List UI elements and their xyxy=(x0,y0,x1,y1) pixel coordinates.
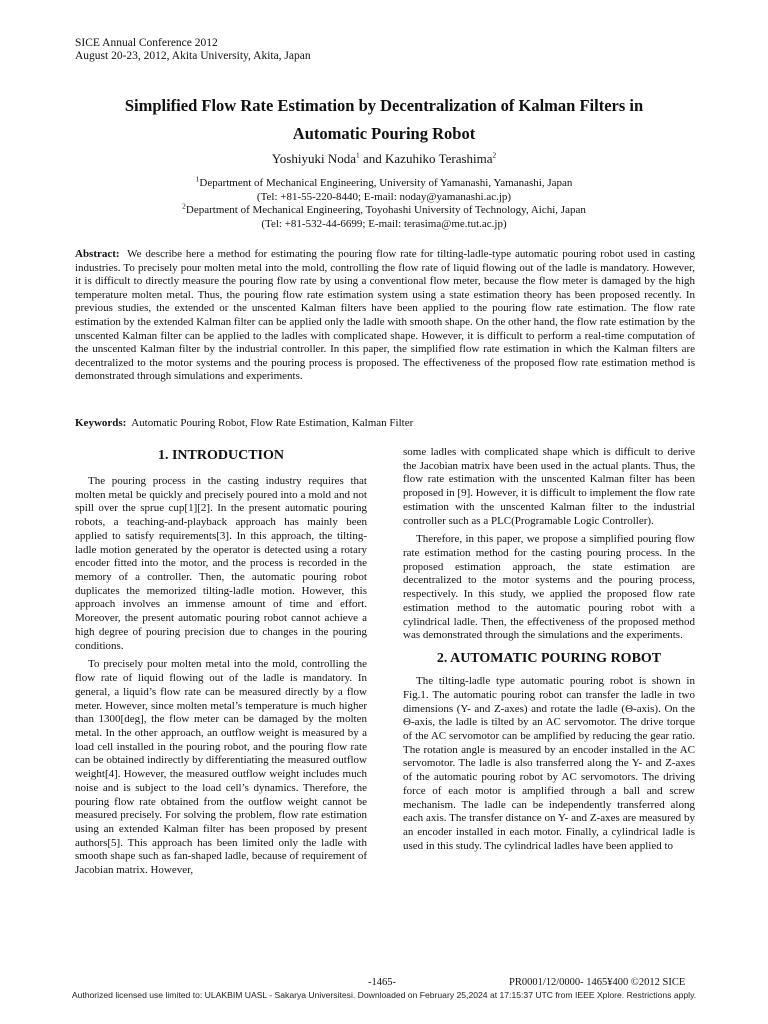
affiliation-1-contact: (Tel: +81-55-220-8440; E-mail: noday@yamanashi.ac.jp) xyxy=(256,190,512,203)
keywords-text: Automatic Pouring Robot, Flow Rate Estimation, Kalman Filter xyxy=(131,417,414,429)
section-1-paragraph: Therefore, in this paper, we propose a simplified pouring flow rate estimation method for the casting pouring process. In the proposed estimation approach, the state estimation are decentralized to the motor systems and the pouring process, respectively. In this study, we applied the proposed flow rate estimation method to the automatic pouring robot with a cylindrical ladle. Then, the effectiveness of the proposed method was demonstrated through the simulations and the experiments. xyxy=(403,533,695,642)
page-number: -1465- xyxy=(368,977,396,988)
affiliation-1-mark: 1 xyxy=(195,174,200,184)
section-1-paragraph: The pouring process in the casting industry requires that molten metal be quickly and precisely poured into a mold and not spill over the sprue cup[1][2]. In the present automatic pouring robots, a teaching-and-playback approach has mainly been applied to satisfy requirements[3]. In this approach, the tilting-ladle motion generated by the operator is detected using a rotary encoder fitted into the motor, and the process is recorded in the memory of a controller. Then, the automatic pouring robot duplicates the memorized tilting-ladle motion. However, this approach involves an immense amount of time and effort. Moreover, the present automatic pouring robot cannot achieve a high degree of pouring precision due to changes in the pouring conditions. xyxy=(75,475,367,652)
affiliation-2-mark: 2 xyxy=(182,201,186,211)
abstract-label: Abstract: xyxy=(75,248,120,260)
abstract-text: We describe here a method for estimating the pouring flow rate for tilting-ladle-type automatic pouring robot used in casting industries. To precisely pour molten metal into the mold, controlling the flow rate of liquid flowing out of the ladle is mandatory. However, it is difficult to directly measure the pouring flow rate by using a conventional flow meter, because the flow meter is damaged by the high temperature molten metal. Thus, the pouring flow rate estimation system using a state estimation theory has been proposed recently. In previous studies, the extended or the unscented Kalman filters have been applied to the pouring flow rate estimation. The flow rate estimation by the extended Kalman filter can be applied only the ladle with smooth shape. On the other hand, the flow rate estimation by the unscented Kalman filter can be applied to the ladles with complicated shape. However, it is difficult to perform a real-time computation of the unscented Kalman filter by the industrial controller. In this paper, the simplified flow rate estimation in which the Kalman filters are decentralized to the motor systems and the pouring process is proposed. The effectiveness of the proposed flow rate estimation method is demonstrated through simulations and experiments. xyxy=(75,248,695,383)
section-1-heading: 1. INTRODUCTION xyxy=(157,448,284,463)
license-notice: Authorized licensed use limited to: ULAKBIM UASL - Sakarya Universitesi. Downloaded on February 25,2024 at 17:15:37 UTC from IEEE Xplore. Restrictions apply. xyxy=(71,990,697,1000)
affiliation-2 xyxy=(60,201,708,218)
author-1: Yoshiyuki Noda xyxy=(271,151,356,166)
author-1-mark: 1 xyxy=(355,150,360,160)
affiliation-2-contact: (Tel: +81-532-44-6699; E-mail: terasima@me.tut.ac.jp) xyxy=(261,217,507,230)
conference-dates: August 20-23, 2012, Akita University, Akita, Japan xyxy=(75,49,311,62)
conference-name: SICE Annual Conference 2012 xyxy=(75,37,218,49)
section-2-paragraph: The tilting-ladle type automatic pouring robot is shown in Fig.1. The automatic pouring robot can transfer the ladle in two dimensions (Y- and Z-axes) and rotate the ladle (Θ-axis). On the Θ-axis, the ladle is tilted by an AC servomotor. The drive torque of the AC servomotor can be amplified by reducing the gear ratio. The rotation angle is measured by an encoder installed in the AC servomotor. The ladle is also transferred along the Y- and Z-axes of the automatic pouring robot by AC servomotors. The driving force of each motor is amplified through a ball and screw mechanism. The ladle can be independently transferred along each axis. The transfer distance on Y- and Z-axes are measured by an encoder installed in each motor. Finally, a cylindrical ladle is used in this study. The cylindrical ladles have been applied to xyxy=(403,675,695,852)
author-2: Kazuhiko Terashima xyxy=(385,151,493,166)
abstract xyxy=(75,248,695,384)
right-column xyxy=(403,446,695,858)
section-1-paragraph: To precisely pour molten metal into the mold, controlling the flow rate of liquid flowing out of the ladle is mandatory. In general, a liquid’s flow rate can be measured directly by a flow meter. However, since molten metal’s temperature is much higher than 1300[deg], the flow meter can be damaged by the molten metal. In the other approach, an outflow weight is measured by a load cell installed in the pouring robot, and the pouring flow rate can be obtained indirectly by differentiating the measured outflow weight[4]. However, the measured outflow weight includes much noise and is subject to the load cell’s dynamics. Therefore, the pouring flow rate obtained from the outflow weight cannot be measured precisely. For solving the problem, flow rate estimation using an extended Kalman filter has been proposed by present authors[5]. This approach has been limited only the ladle with smooth shape such as fan-shaped ladle, because of requirement of Jacobian matrix. However, xyxy=(75,658,367,877)
copyright-line: PR0001/12/0000- 1465¥400 ©2012 SICE xyxy=(509,977,686,988)
conference-header xyxy=(75,37,311,62)
section-2-heading: 2. AUTOMATIC POURING ROBOT xyxy=(436,651,662,667)
affiliation-1-text: Department of Mechanical Engineering, University of Yamanashi, Yamanashi, Japan xyxy=(199,177,573,189)
affiliation-1 xyxy=(60,174,708,191)
affiliations xyxy=(60,174,708,231)
paper-title xyxy=(60,92,708,148)
title-line-2: Automatic Pouring Robot xyxy=(292,124,476,143)
keywords xyxy=(75,416,695,430)
keywords-label: Keywords: xyxy=(75,417,127,429)
left-column xyxy=(75,446,367,883)
author-list xyxy=(0,151,768,167)
title-line-1: Simplified Flow Rate Estimation by Decentralization of Kalman Filters in xyxy=(124,96,644,115)
author-connector: and xyxy=(359,151,386,166)
section-1-paragraph: some ladles with complicated shape which is difficult to derive the Jacobian matrix have been used in the actual plants. Thus, the flow rate estimation with the unscented Kalman filter has been proposed in [9]. However, it is difficult to implement the flow rate estimation with the unscented Kalman filter to the industrial controller such as a PLC(Programable Logic Controller). xyxy=(403,446,695,527)
affiliation-2-text: Department of Mechanical Engineering, Toyohashi University of Technology, Aichi, Japan xyxy=(185,204,586,216)
author-2-mark: 2 xyxy=(492,150,497,160)
